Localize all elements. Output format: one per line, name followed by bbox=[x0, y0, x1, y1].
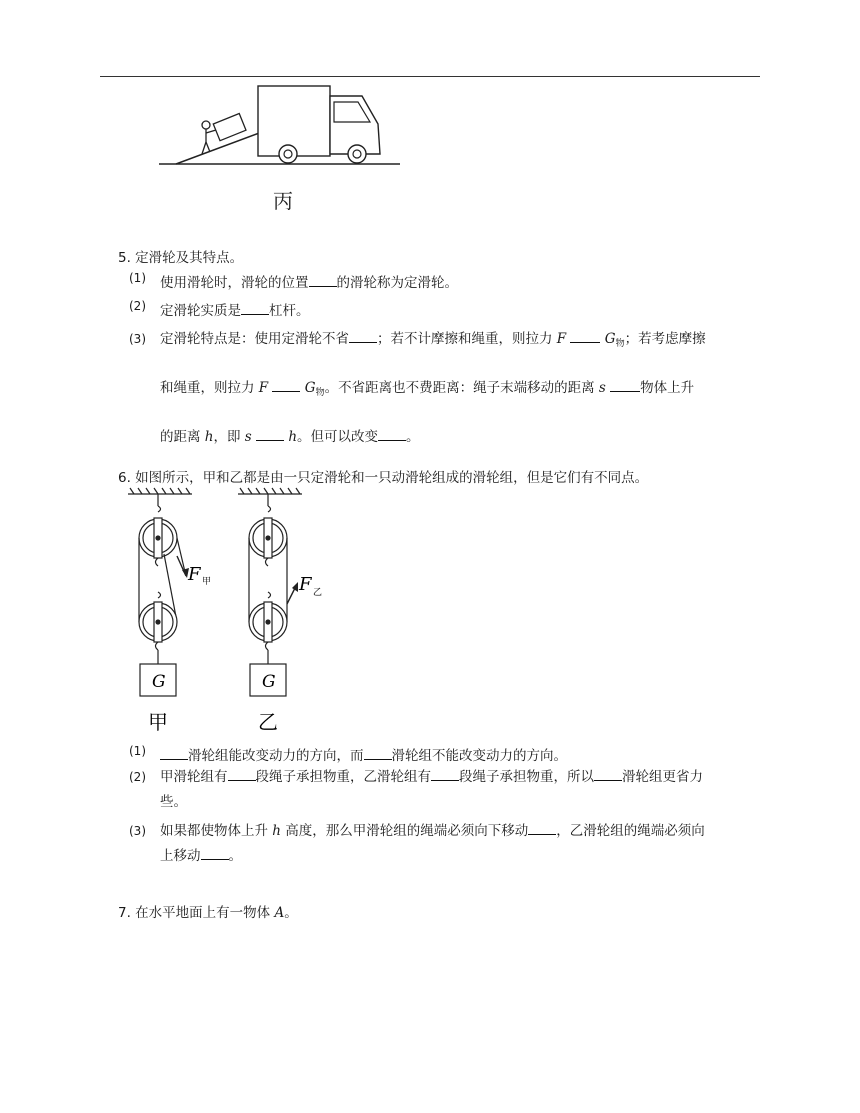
item-number: (3) bbox=[129, 332, 146, 346]
weight-label-b: G bbox=[262, 672, 276, 692]
question-6-title: 6. 如图所示，甲和乙都是由一只定滑轮和一只动滑轮组成的滑轮组，但是它们有不同点。 bbox=[118, 470, 649, 486]
force-label-b: F bbox=[299, 574, 312, 595]
q6-item-3: (3) 如果都使物体上升 h 高度，那么甲滑轮组的绳端必须向下移动 ，乙滑轮组的绳端必须向 上移动 。 bbox=[129, 824, 769, 869]
answer-blank[interactable] bbox=[570, 329, 600, 344]
answer-blank[interactable] bbox=[610, 378, 640, 393]
figure-caption-bing: 丙 bbox=[273, 189, 293, 213]
truck-wheel-front bbox=[348, 145, 366, 163]
item-number: (1) bbox=[129, 271, 146, 285]
ceiling-b bbox=[238, 488, 302, 494]
pulley-system-b bbox=[249, 494, 287, 696]
question-5-title: 5. 定滑轮及其特点。 bbox=[118, 250, 244, 266]
answer-blank[interactable] bbox=[241, 301, 269, 316]
item-number: (3) bbox=[129, 824, 146, 838]
q5-item-2: (2) 定滑轮实质是 杠杆。 bbox=[129, 299, 310, 319]
item-number: (1) bbox=[129, 744, 146, 758]
force-arrowhead-b bbox=[292, 582, 298, 592]
system-label-a: 甲 bbox=[148, 710, 168, 734]
force-label-b-sub: 乙 bbox=[313, 588, 323, 598]
q6-item-2: (2) 甲滑轮组有 段绳子承担物重，乙滑轮组有 段绳子承担物重，所以 滑轮组更省力 些。 bbox=[129, 770, 769, 815]
item-number: (2) bbox=[129, 299, 146, 313]
answer-blank[interactable] bbox=[160, 746, 188, 761]
answer-blank[interactable] bbox=[201, 846, 229, 861]
answer-blank[interactable] bbox=[364, 746, 392, 761]
answer-blank[interactable] bbox=[528, 821, 556, 836]
answer-blank[interactable] bbox=[228, 767, 256, 782]
weight-label-a: G bbox=[152, 672, 166, 692]
answer-blank[interactable] bbox=[272, 378, 300, 393]
ceiling-a bbox=[128, 488, 192, 494]
force-label-a: F bbox=[188, 564, 201, 585]
header-rule bbox=[100, 76, 760, 77]
question-7-title: 7. 在水平地面上有一物体 A。 bbox=[118, 905, 298, 921]
answer-blank[interactable] bbox=[431, 767, 459, 782]
item-number: (2) bbox=[129, 770, 146, 784]
q5-item-3: (3) 定滑轮特点是：使用定滑轮不省 ；若不计摩擦和绳重，则拉力 F $G_物$；若考虑摩擦 和绳重，则拉力 F $G_物$。不省距离也不费距离：绳子末端移动的距离 s 物体上升 的距离 h，即 s h。但可以改变 。 bbox=[129, 332, 769, 459]
answer-blank[interactable] bbox=[378, 427, 406, 442]
system-label-b: 乙 bbox=[258, 710, 278, 734]
answer-blank[interactable] bbox=[256, 427, 284, 442]
pulley-systems-figure bbox=[120, 486, 340, 736]
q5-item-1: (1) 使用滑轮时，滑轮的位置 的滑轮称为定滑轮。 bbox=[129, 271, 458, 291]
truck-ramp-figure bbox=[150, 80, 410, 170]
q6-item-1: (1) 滑轮组能改变动力的方向，而 滑轮组不能改变动力的方向。 bbox=[129, 744, 567, 764]
truck-wheel-rear bbox=[279, 145, 297, 163]
truck-cargo-box bbox=[258, 86, 330, 156]
answer-blank[interactable] bbox=[594, 767, 622, 782]
answer-blank[interactable] bbox=[309, 273, 337, 288]
answer-blank[interactable] bbox=[349, 329, 377, 344]
force-label-a-sub: 甲 bbox=[202, 577, 212, 587]
box-on-ramp bbox=[213, 113, 246, 140]
pulley-system-a bbox=[139, 494, 185, 696]
